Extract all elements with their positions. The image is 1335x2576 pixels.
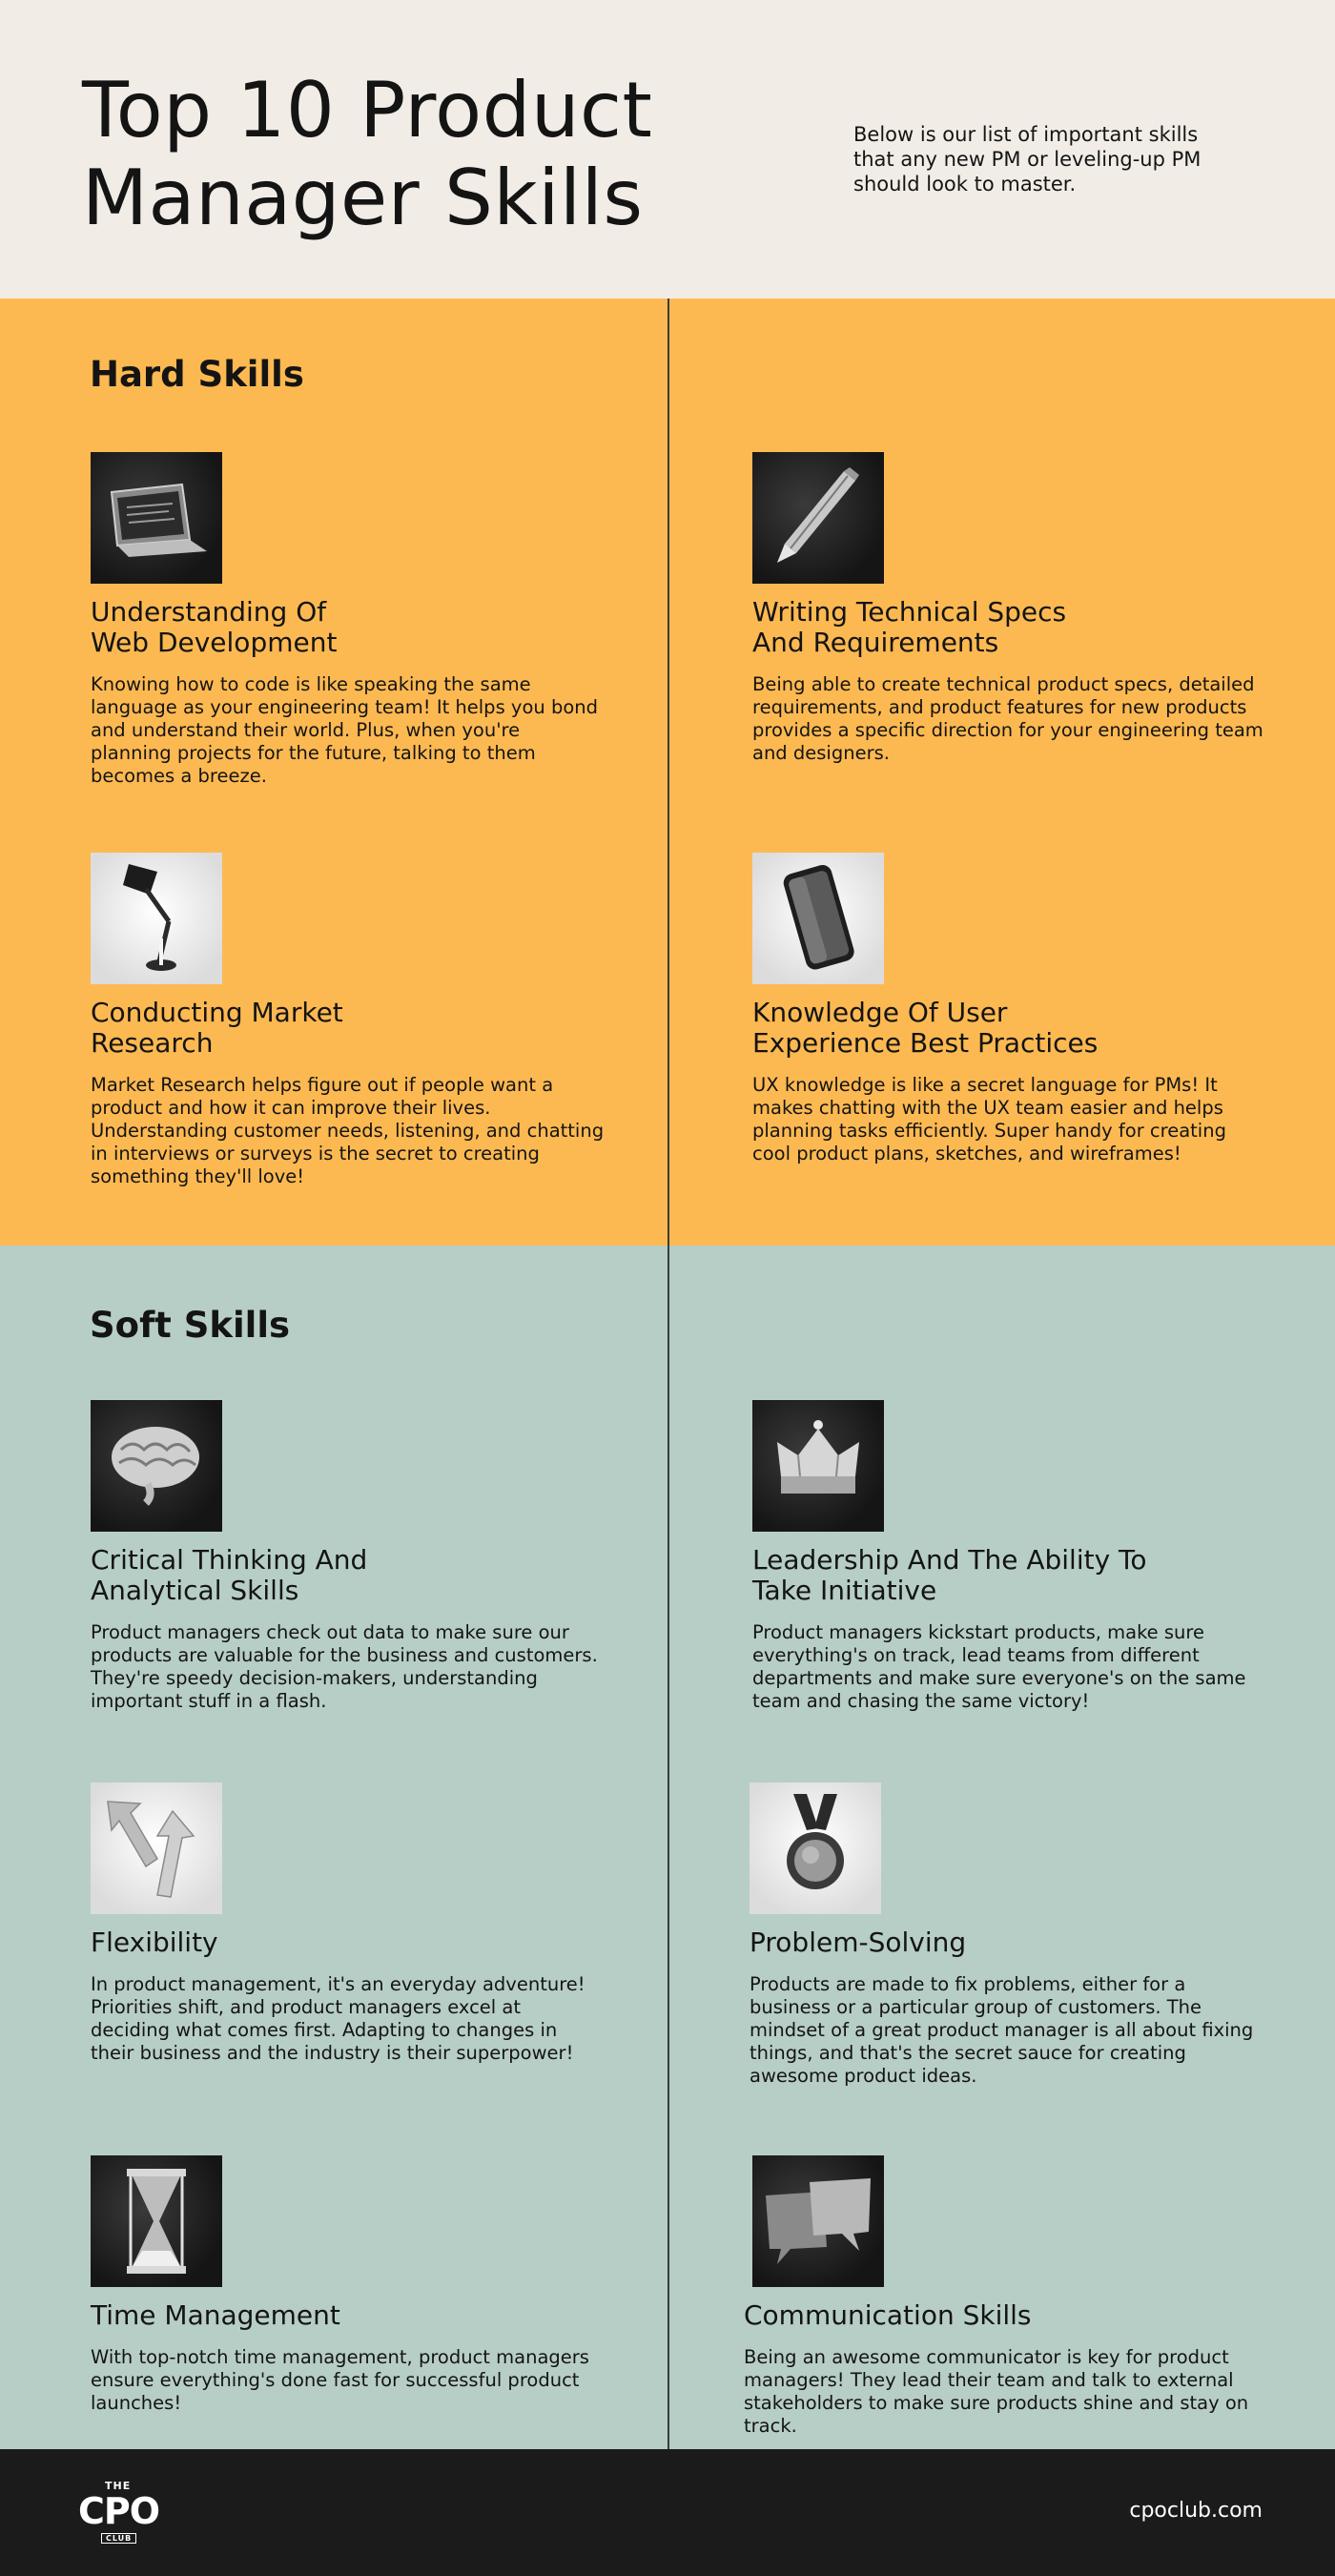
skill-description: Products are made to fix problems, either for a business or a particular group of customers. The mindset of a great product manager is all about fixing things, and that's the secret sauce for creating awesome product ideas.: [750, 1973, 1254, 2087]
skill-title: Understanding Of Web Development: [91, 596, 338, 658]
skill-title: Conducting Market Research: [91, 997, 343, 1059]
skill-problem-solving: [750, 1783, 1264, 2088]
skill-time-management: [91, 2155, 606, 2415]
page-title: Top 10 Product Manager Skills: [82, 66, 653, 242]
medal-icon: [750, 1783, 881, 1914]
skill-leadership: [752, 1400, 1267, 1713]
hard-skills-title: Hard Skills: [90, 354, 304, 395]
skill-critical-thinking: [91, 1400, 606, 1713]
footer: [0, 2449, 1335, 2576]
smartphone-icon: [752, 853, 884, 984]
logo-club: CLUB: [101, 2533, 136, 2544]
skill-description: Product managers kickstart products, make sure everything's on track, lead teams from different departments and make sure everyone's on the same team and chasing the same victory!: [752, 1621, 1246, 1712]
skill-title: Flexibility: [91, 1927, 218, 1958]
skill-title: Leadership And The Ability To Take Initiative: [752, 1544, 1147, 1606]
logo-cpo: CPO: [78, 2490, 160, 2532]
crown-icon: [752, 1400, 884, 1532]
skill-title: Writing Technical Specs And Requirements: [752, 596, 1067, 658]
skill-description: Market Research helps figure out if people want a product and how it can improve their lives. Understanding customer needs, listening, and chatting in interviews or surveys is the secret to creating something they'll love!: [91, 1074, 605, 1187]
website-link[interactable]: cpoclub.com: [1129, 2499, 1263, 2523]
skill-market-research: [91, 853, 606, 1188]
pencil-icon: [752, 452, 884, 584]
column-divider: [668, 1246, 669, 2449]
desk-lamp-icon: [91, 853, 222, 984]
skill-description: In product management, it's an everyday adventure! Priorities shift, and product managers excel at deciding what comes first. Adapting to changes in their business and the industry is their superpower!: [91, 1973, 585, 2064]
header: [0, 0, 1335, 299]
skill-technical-specs: [752, 452, 1267, 765]
soft-skills-title: Soft Skills: [90, 1305, 291, 1346]
skill-flexibility: [91, 1783, 606, 2065]
arrows-icon: [91, 1783, 222, 1914]
intro-text: Below is our list of important skills that any new PM or leveling-up PM should look to master.: [853, 123, 1202, 196]
column-divider: [668, 299, 669, 1246]
hourglass-icon: [91, 2155, 222, 2287]
skill-description: UX knowledge is like a secret language for PMs! It makes chatting with the UX team easier and helps planning tasks efficiently. Super handy for creating cool product plans, sketches, and wireframes!: [752, 1074, 1226, 1164]
skill-description: With top-notch time management, product managers ensure everything's done fast for successful product launches!: [91, 2346, 589, 2414]
skill-user-experience: [752, 853, 1267, 1165]
skill-title: Knowledge Of User Experience Best Practices: [752, 997, 1099, 1059]
logo-the: THE: [105, 2480, 132, 2492]
cpo-club-logo[interactable]: [78, 2480, 170, 2546]
skill-title: Communication Skills: [744, 2299, 1032, 2331]
skill-description: Being an awesome communicator is key for product managers! They lead their team and talk to external stakeholders to make sure products shine and stay on track.: [744, 2346, 1249, 2437]
skill-description: Knowing how to code is like speaking the same language as your engineering team! It helps you bond and understand their world. Plus, when you're planning projects for the future, talking to them becomes a breeze.: [91, 673, 598, 787]
skill-web-development: [91, 452, 606, 788]
skill-description: Product managers check out data to make sure our products are valuable for the business and customers. They're speedy decision-makers, understanding important stuff in a flash.: [91, 1621, 598, 1712]
skill-title: Problem-Solving: [750, 1927, 967, 1958]
skill-description: Being able to create technical product specs, detailed requirements, and product features for new products provides a specific direction for your engineering team and designers.: [752, 673, 1263, 764]
skill-communication: [744, 2155, 1259, 2438]
brain-icon: [91, 1400, 222, 1532]
laptop-icon: [91, 452, 222, 584]
skill-title: Critical Thinking And Analytical Skills: [91, 1544, 368, 1606]
speech-bubbles-icon: [752, 2155, 884, 2287]
skill-title: Time Management: [91, 2299, 340, 2331]
